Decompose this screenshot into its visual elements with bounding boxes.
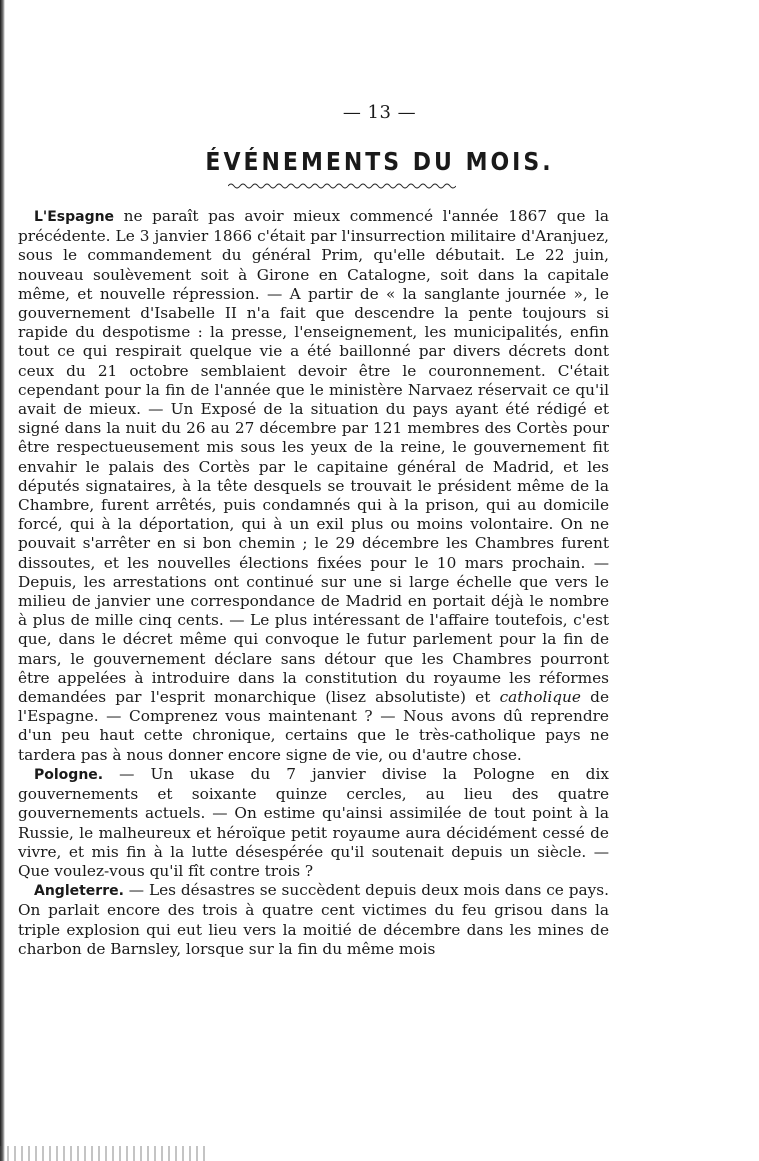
page-number: — 13 — xyxy=(342,102,417,123)
lead-in-espagne: L'Espagne xyxy=(34,209,115,225)
paragraph-text: — Les désastres se succèdent depuis deux mois dans ce pays. On parlait encore des trois à quatre cent victimes du feu grisou dans la triple explosion qui eut lieu vers la moitié de décembre dans les mines de charbon de Barnsley, lorsque sur la fin du même mois xyxy=(18,881,609,958)
page-title: ÉVÉNEMENTS DU MOIS. xyxy=(205,148,554,177)
paragraph-text: ne paraît pas avoir mieux commencé l'année 1867 que la précédente. Le 3 janvier 1866 c'était par l'insurrection militaire d'Aranjuez, sous le commandement du général Prim, qu'elle débutait. Le 22 juin, nouveau soulèvement soit à Girone en Catalogne, soit dans la capitale même, et nouvelle répression. — A partir de « la sanglante journée », le gouvernement d'Isabelle II n'a fait que descendre la pente toujours si rapide du despotisme : la presse, l'enseignement, les municipalités, enfin tout ce qui respirait quelque vie a été baillonné par divers décrets dont ceux du 21 octobre semblaient devoir être le couronnement. C'était cependant pour la fin de l'année que le ministère Narvaez réservait ce qu'il avait de mieux. — Un Exposé de la situation du pays ayant été rédigé et signé dans la nuit du 26 au 27 décembre par 121 membres des Cortès pour être respectueusement mis sous les yeux de la reine, le gouvernement fit envahir le palais des Cortès par le capitaine général de Madrid, et les députés signataires, à la tête desquels se trouvait le président même de la Chambre, furent arrêtés, puis condamnés qui à la prison, qui au domicile forcé, qui à la déportation, qui à un exil plus ou moins volontaire. On ne pouvait s'arrêter en si bon chemin ; le 29 décembre les Chambres furent dissoutes, et les nouvelles élections fixées pour le 10 mars prochain. — Depuis, les arrestations ont continué sur une si large échelle que vers le milieu de janvier une correspondance de Madrid en portait déjà le nombre à plus de mille cinq cents. — Le plus intéressant de l'affaire toutefois, c'est que, dans le décret même qui convoque le futur parlement pour la fin de mars, le gouvernement déclare sans détour que les Chambres pourront être appelées à introduire dans la constitution du royaume les réformes demandées par l'esprit monarchique (lisez absolutiste) et xyxy=(18,207,609,707)
paragraph-text: — Un ukase du 7 janvier divise la Pologne en dix gouvernements et soixante quinze cercles, au lieu des quatre gouvernements actuels. — On estime qu'ainsi assimilée de tout point à la Russie, le malheureux et héroïque petit royaume aura décidément cessé de vivre, et mis fin à la lutte désespérée qu'il soutenait depuis un siècle. — Que voulez-vous qu'il fît contre trois ? xyxy=(18,764,609,880)
article-body xyxy=(18,207,609,959)
paragraph-angleterre xyxy=(18,881,609,959)
paragraph-pologne xyxy=(18,765,609,881)
paragraph-text: de l'Espagne. — Comprenez vous maintenant ? — Nous avons dû reprendre d'un peu haut cette chronique, certains que le très-catholique pays ne tardera pas à nous donner encore signe de vie, ou d'autre chose. xyxy=(18,688,610,764)
page-smudge xyxy=(0,1146,210,1161)
lead-in-pologne: Pologne. xyxy=(34,766,104,783)
lead-in-angleterre: Angleterre. xyxy=(34,883,124,900)
emphasized-word: catholique xyxy=(499,688,581,707)
paragraph-espagne xyxy=(18,207,609,765)
title-ornament xyxy=(228,182,456,190)
